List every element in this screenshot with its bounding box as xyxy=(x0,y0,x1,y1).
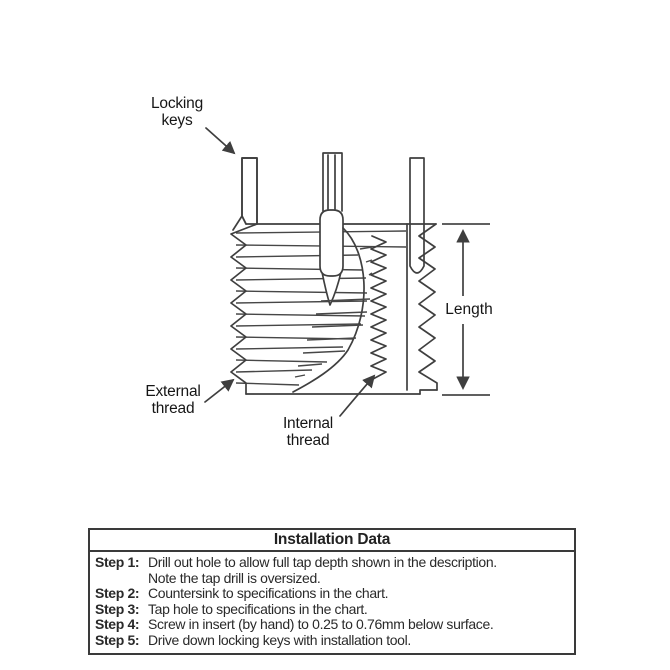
external-thread-label-line2: thread xyxy=(151,399,195,417)
locking-keys-label-line1: Locking xyxy=(150,95,204,112)
external-thread-label xyxy=(136,384,210,417)
step-label: Step 2: xyxy=(95,585,140,602)
locking-keys-label xyxy=(139,96,215,129)
step-text: Countersink to specifications in the chart. xyxy=(148,585,389,602)
internal-thread-label-line1: Internal xyxy=(282,415,334,432)
step-row xyxy=(95,633,572,649)
step-text: Drive down locking keys with installation tool. xyxy=(148,631,411,648)
step-text: Note the tap drill is oversized. xyxy=(148,569,321,586)
step-label xyxy=(95,571,148,587)
installation-data-table xyxy=(88,528,576,655)
step-row xyxy=(95,571,572,587)
internal-thread-label xyxy=(271,416,345,449)
step-label: Step 4: xyxy=(95,616,140,633)
step-row xyxy=(95,555,572,571)
length-label: Length xyxy=(437,301,501,319)
step-text: Drill out hole to allow full tap depth shown in the description. xyxy=(148,554,497,570)
external-thread-label-line1: External xyxy=(145,383,201,400)
installation-table-title: Installation Data xyxy=(90,530,574,552)
internal-thread-leader-arrow xyxy=(340,376,374,416)
step-text: Screw in insert (by hand) to 0.25 to 0.76mm below surface. xyxy=(148,616,494,633)
step-label: Step 5: xyxy=(95,631,140,648)
step-text: Tap hole to specifications in the chart. xyxy=(148,600,368,617)
center-locking-key-shape xyxy=(320,153,343,305)
installation-table-body xyxy=(90,552,574,653)
step-row xyxy=(95,617,572,633)
step-row xyxy=(95,602,572,618)
step-label: Step 3: xyxy=(95,600,140,617)
internal-thread-label-line2: thread xyxy=(286,431,330,449)
step-label: Step 1: xyxy=(95,554,140,570)
locking-keys-leader-arrow xyxy=(206,128,234,153)
locking-keys-label-line2: keys xyxy=(161,111,193,129)
left-locking-key-shape xyxy=(233,158,257,230)
step-row xyxy=(95,586,572,602)
